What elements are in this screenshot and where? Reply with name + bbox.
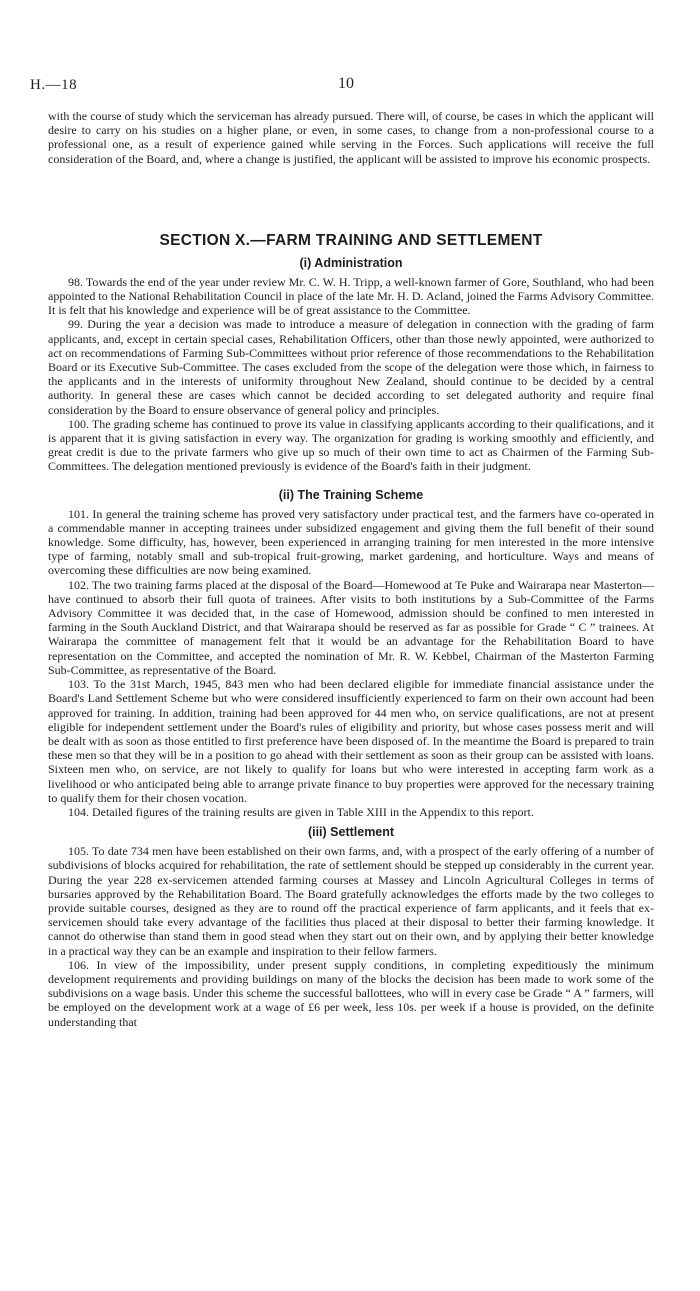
paragraph-101: 101. In general the training scheme has proved very satisfactory under practical test, and the farmers have co-operated in a commendable manner in accepting trainees under subsidized engagement and giving them the full benefit of their sound knowledge. Some difficulty, has, however, been experienced in arranging training for men interested in the more intensive type of farming, notably small and sub-tropical fruit-growing, market gardening, and horticulture. Ways and means of overcoming these difficulties are now being examined. xyxy=(48,506,654,578)
paragraph-105: 105. To date 734 men have been established on their own farms, and, with a prospect of the early offering of a number of subdivisions of blocks acquired for rehabilitation, the rate of settlement should be stepped up considerably in the current year. During the year 228 ex-servicemen attended farming courses at Massey and Lincoln Agricultural Colleges in terms of bursaries approved by the Rehabilitation Board. The Board gratefully acknowledges the efforts made by the two colleges to provide suitable courses, designed as they are to round off the practical experience of farm applicants, and it feels that ex-servicemen should take every advantage of the facilities thus placed at their disposal to better their farming knowledge. It cannot do otherwise than stand them in good stead when they start out on their own, and by applying their better knowledge in a practical way they can be an example and inspiration to their fellow farmers. xyxy=(48,844,654,958)
section-title: SECTION X.—FARM TRAINING AND SETTLEMENT xyxy=(159,231,543,249)
document-reference: H.—18 xyxy=(30,77,78,93)
paragraph-102: 102. The two training farms placed at the disposal of the Board—Homewood at Te Puke and Wairarapa near Masterton—have continued to absorb their full quota of trainees. After visits to both institutions by a Sub-Committee of the Farms Advisory Committee it was decided that, in the case of Homewood, admission should be confined to men interested in farming in the South Auckland District, and that Wairarapa should be reserved as far as possible for Grade “ C ” trainees. At Wairarapa the committee of management felt that it would be an advantage for the Rehabilitation Board to have representation on the Committee, and accepted the nomination of Mr. R. W. Kebbel, Chairman of the Masterton Farming Sub-Committee, as representative of the Board. xyxy=(48,577,654,677)
paragraph-100: 100. The grading scheme has continued to prove its value in classifying applicants according to their qualifications, and it is apparent that it is giving satisfaction in every way. The organization for grading is working smoothly and efficiently, and great credit is due to the private farmers who give up so much of their own time to act as Chairmen of the Farming Sub-Committees. The delegation mentioned previously is evidence of the Board's faith in their judgment. xyxy=(48,416,654,474)
paragraph-103: 103. To the 31st March, 1945, 843 men who had been declared eligible for immediate financial assistance under the Board's Land Settlement Scheme but who were considered insufficiently experienced to farm on their own account had been approved for training. In addition, training had been approved for 44 men who, on service qualifications, are not at present eligible for independent settlement under the Board's rules of eligibility and priority, but whose cases possess merit and will be dealt with as soon as those entitled to first preference have been disposed of. In the meantime the Board is prepared to train these men so that they will be in a position to go ahead with their settlement as soon as their group can be assisted with loans. Sixteen men who, on service, are not likely to qualify for loans but who were interested in accepting farm work as a livelihood or who anticipated being able to arrange private finance to buy properties were approved for the necessary training to qualify them for their chosen vocation. xyxy=(48,677,654,805)
paragraph-106: 106. In view of the impossibility, under present supply conditions, in completing expeditiously the minimum development requirements and providing buildings on many of the blocks the decision has been made to work some of the subdivisions on a wage basis. Under this scheme the successful ballottees, who will in every case be Grade “ A ” farmers, will be employed on the development work at a wage of £6 per week, less 10s. per week if a house is provided, on the definite understanding that xyxy=(48,957,654,1029)
subsection-heading-settlement: (iii) Settlement xyxy=(307,825,395,840)
page-number: 10 xyxy=(338,75,354,92)
subsection-heading-administration: (i) Administration xyxy=(299,255,403,270)
intro-paragraph: with the course of study which the serviceman has already pursued. There will, of course, be cases in which the applicant will desire to carry on his studies on a higher plane, or even, in some cases, to change from a non-professional course to a professional one, as a result of experience gained while serving in the Forces. Such applications will receive the full consideration of the Board, and, where a change is justified, the applicant will be assisted to improve his economic prospects. xyxy=(48,109,654,166)
paragraph-99: 99. During the year a decision was made to introduce a measure of delegation in connection with the grading of farm applicants, and, except in certain special cases, Rehabilitation Officers, other than those newly appointed, were authorized to act on recommendations of Farming Sub-Committees without prior reference of those recommendations to the Rehabilitation Board or its Executive Sub-Committee. The cases excluded from the scope of the delegation were those which, in fairness to the applicants and in the interests of uniformity throughout New Zealand, should continue to be decided by a central authority. In general these are cases which cannot be decided according to set delegated authority and require final consideration by the Board to ensure observance of general policy and principles. xyxy=(48,317,654,417)
paragraph-104: 104. Detailed figures of the training results are given in Table XIII in the Appendix to this report. xyxy=(68,804,534,819)
document-body xyxy=(48,109,654,1029)
subsection-heading-training-scheme: (ii) The Training Scheme xyxy=(278,487,424,502)
paragraph-98: 98. Towards the end of the year under review Mr. C. W. H. Tripp, a well-known farmer of Gore, Southland, who had been appointed to the National Rehabilitation Council in place of the late Mr. H. D. Acland, joined the Farms Advisory Committee. It is felt that his knowledge and experience will be of great assistance to the Committee. xyxy=(48,274,654,318)
